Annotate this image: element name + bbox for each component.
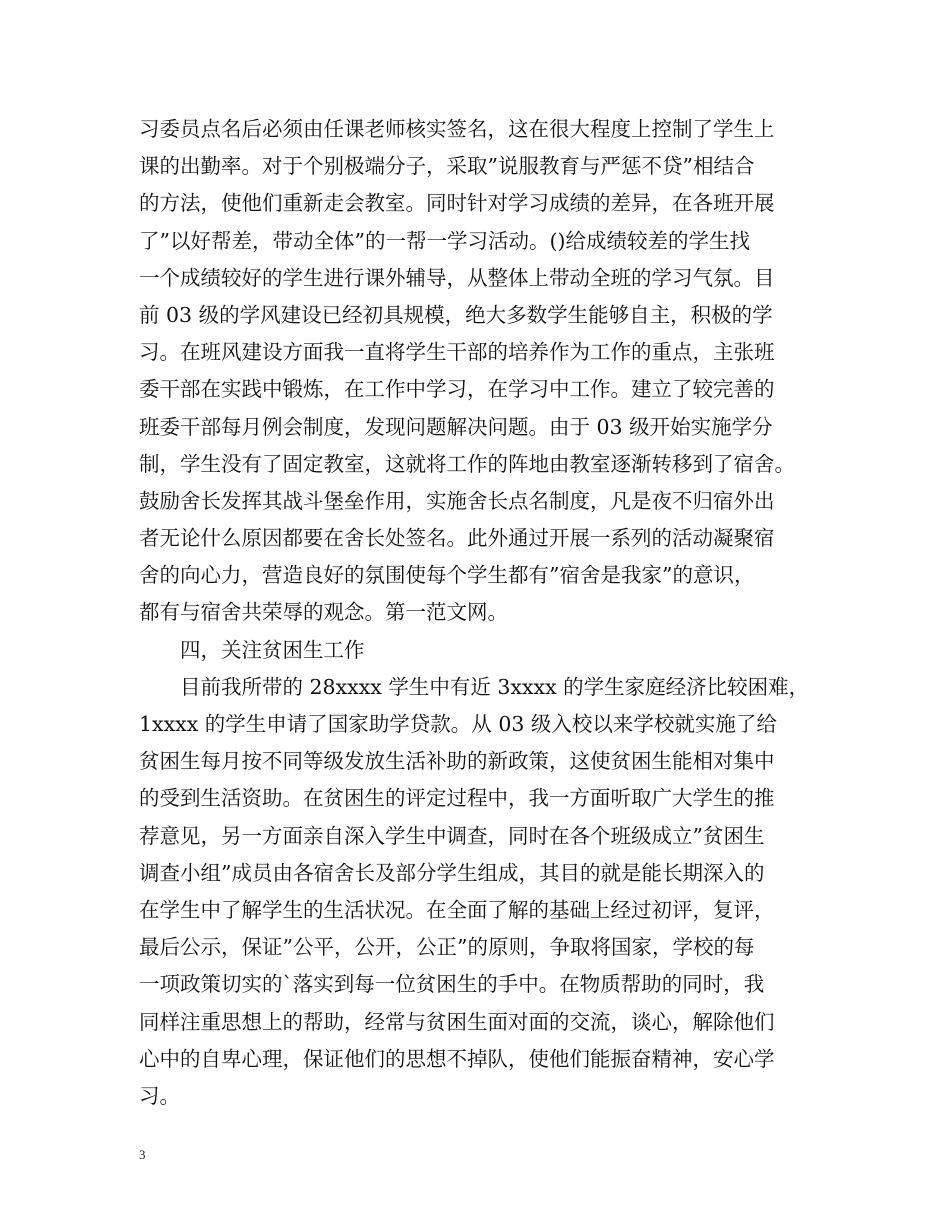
text-line: 者无论什么原因都要在舍长处签名。此外通过开展一系列的活动凝聚宿: [139, 526, 775, 551]
text-line: 同样注重思想上的帮助，经常与贫困生面对面的交流，谈心，解除他们: [139, 1009, 775, 1034]
text-line: 1xxxx 的学生申请了国家助学贷款。从 03 级入校以来学校就实施了给: [139, 712, 777, 736]
text-line: 舍的向心力，营造良好的氛围使每个学生都有”宿舍是我家”的意识，: [139, 563, 755, 588]
text-line: 荐意见，另一方面亲自深入学生中调查，同时在各个班级成立”贫困生: [139, 823, 765, 848]
text-line: 四，关注贫困生工作: [180, 637, 365, 662]
text-line: 班委干部每月例会制度，发现问题解决问题。由于 03 级开始实施学分: [139, 414, 773, 439]
body-text: [139, 111, 829, 1115]
text-line: 在学生中了解学生的生活状况。在全面了解的基础上经过初评，复评，: [139, 897, 775, 922]
text-line: 调查小组”成员由各宿舍长及部分学生组成，其目的就是能长期深入的: [139, 860, 765, 885]
text-line: 习委员点名后必须由任课老师核实签名，这在很大程度上控制了学生上: [139, 117, 775, 141]
text-line: 心中的自卑心理，保证他们的思想不掉队，使他们能振奋精神，安心学: [139, 1046, 775, 1071]
text-line: 一项政策切实的`落实到每一位贫困生的手中。在物质帮助的同时，我: [139, 972, 765, 997]
text-line: 课的出勤率。对于个别极端分子，采取”说服教育与严惩不贷”相结合: [139, 154, 755, 179]
text-line: 的方法，使他们重新走会教室。同时针对学习成绩的差异，在各班开展: [139, 191, 775, 216]
text-line: 一个成绩较好的学生进行课外辅导，从整体上带动全班的学习气氛。目: [139, 265, 775, 290]
text-line: 制，学生没有了固定教室，这就将工作的阵地由教室逐渐转移到了宿舍。: [139, 451, 795, 476]
text-line: 目前我所带的 28xxxx 学生中有近 3xxxx 的学生家庭经济比较困难，: [180, 674, 810, 699]
text-line: 贫困生每月按不同等级发放生活补助的新政策，这使贫困生能相对集中: [139, 749, 775, 774]
text-line: 习。在班风建设方面我一直将学生干部的培养作为工作的重点，主张班: [139, 340, 775, 365]
text-line: 都有与宿舍共荣辱的观念。第一范文网。: [139, 600, 508, 625]
text-line: 了”以好帮差，带动全体”的一帮一学习活动。()给成绩较差的学生找: [139, 228, 750, 253]
text-line: 最后公示，保证”公平，公开，公正”的原则，争取将国家，学校的每: [139, 935, 755, 960]
page-number: 3: [139, 1147, 146, 1162]
text-line: 前 03 级的学风建设已经初具规模，绝大多数学生能够自主，积极的学: [139, 302, 773, 327]
text-line: 习。: [139, 1083, 180, 1108]
text-line: 鼓励舍长发挥其战斗堡垒作用，实施舍长点名制度，凡是夜不归宿外出: [139, 488, 775, 513]
text-line: 的受到生活资助。在贫困生的评定过程中，我一方面听取广大学生的推: [139, 786, 775, 811]
text-line: 委干部在实践中锻炼，在工作中学习，在学习中工作。建立了较完善的: [139, 377, 775, 402]
